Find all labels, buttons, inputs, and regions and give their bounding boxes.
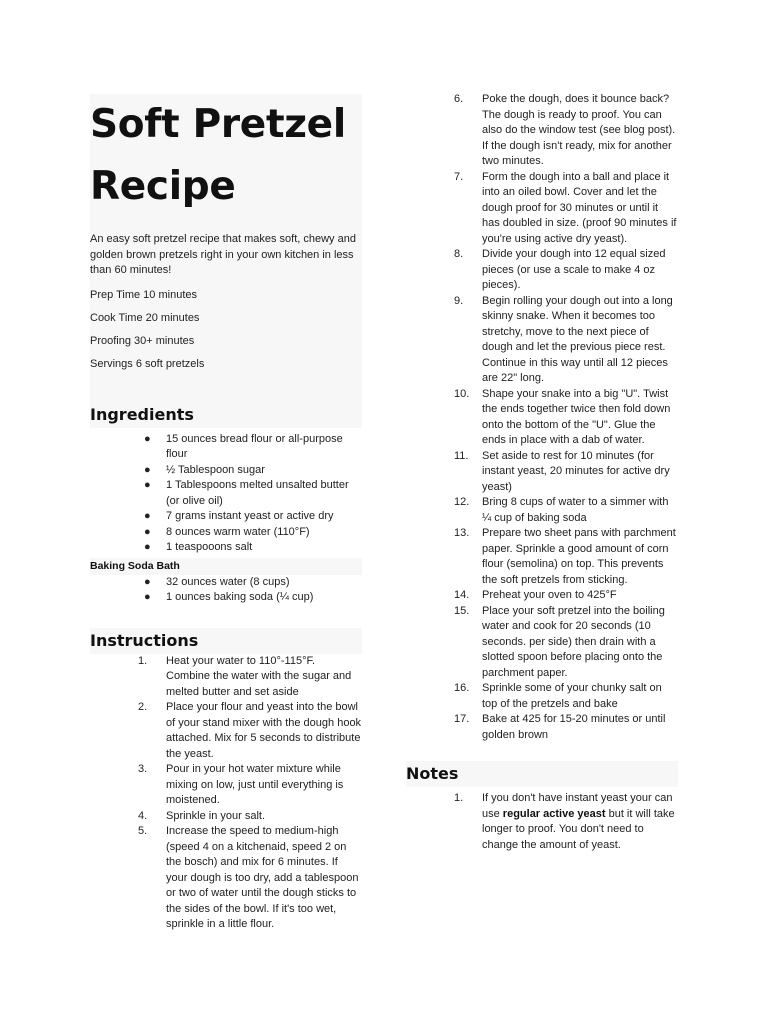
instruction-step: 9. Begin rolling your dough out into a long skinny snake. When it becomes too stretchy, move to the next piece of dough and let the previous piece rest. Continue in this way until all 12 pieces are 22" long. (454, 294, 673, 384)
instruction-step: 7. Form the dough into a ball and place it into an oiled bowl. Cover and let the dough proof for 30 minutes or until it has doubled in size. (proof 90 minutes if you're using active dry yeast). (454, 170, 677, 245)
instruction-step: 8. Divide your dough into 12 equal sized pieces (or use a scale to make 4 oz pieces). (454, 248, 666, 291)
instruction-step: 13. Prepare two sheet pans with parchment paper. Sprinkle a good amount of corn flour (semolina) on top. This prevents the soft pretzels from sticking. (454, 527, 676, 586)
list-item: ● 1 Tablespoons melted unsalted butter (or olive oil) (144, 479, 349, 507)
instruction-step: 11. Set aside to rest for 10 minutes (for instant yeast, 20 minutes for active dry yeast) (454, 449, 670, 493)
title-block (90, 94, 362, 218)
prep-time: Prep Time 10 minutes (90, 288, 197, 301)
notes-heading: Notes (406, 761, 678, 787)
bullet-icon: ● (144, 432, 151, 445)
ingredients-heading: Ingredients (90, 402, 362, 428)
bath-list (90, 575, 362, 606)
bullet-icon: ● (144, 510, 151, 522)
intro-block (90, 218, 362, 402)
instructions-list-part2 (406, 92, 678, 743)
cook-time: Cook Time 20 minutes (90, 311, 200, 324)
list-item: ● ½ Tablespoon sugar (90, 463, 362, 479)
ingredients-list (90, 432, 362, 556)
proofing-time: Proofing 30+ minutes (90, 334, 195, 347)
bullet-icon: ● (144, 463, 151, 476)
list-item: ● 8 ounces warm water (110°F) (90, 525, 362, 541)
notes-list (406, 791, 678, 853)
instruction-step: 14. Preheat your oven to 425°F (454, 589, 617, 601)
bullet-icon: ● (144, 479, 151, 491)
note-emphasis: regular active yeast (502, 807, 606, 820)
instruction-step: 1. Heat your water to 110°-115°F. Combine the water with the sugar and melted butter and set aside (138, 654, 352, 698)
instruction-step: 6. Poke the dough, does it bounce back? The dough is ready to proof. You can also do the window test (see blog post). If the dough isn't ready, mix for another two minutes. (454, 93, 676, 167)
instructions-list-part1 (90, 654, 362, 933)
list-item: ● 7 grams instant yeast or active dry (90, 509, 362, 525)
baking-soda-bath-heading: Baking Soda Bath (90, 558, 362, 575)
list-item: ● 32 ounces water (8 cups) (90, 575, 362, 591)
bullet-icon: ● (144, 591, 151, 603)
intro-text: An easy soft pretzel recipe that makes soft, chewy and golden brown pretzels right in your own kitchen in less than 60 minutes! (90, 233, 356, 276)
page-title: Soft Pretzel Recipe (90, 102, 346, 209)
instruction-step: 2. Place your flour and yeast into the bowl of your stand mixer with the dough hook attached. Mix for 5 seconds to distribute the yeast. (138, 701, 362, 760)
instruction-step: 10. Shape your snake into a big "U". Twist the ends together twice then fold down onto the bottom of the "U". Glue the ends in place with a dab of water. (454, 387, 671, 446)
instruction-step: 5. Increase the speed to medium-high (speed 4 on a kitchenaid, speed 2 on the bosch) and mix for 6 minutes. If your dough is too dry, add a tablespoon or two of water until the dough sticks to the sides of the bowl. If it's too wet, sprinkle in a little flour. (138, 825, 359, 930)
bullet-icon: ● (144, 541, 151, 553)
bullet-icon: ● (144, 525, 151, 538)
right-column (406, 92, 678, 853)
servings: Servings 6 soft pretzels (90, 357, 205, 370)
list-item: ● 1 ounces baking soda (¼ cup) (90, 590, 362, 606)
instruction-step: 17. Bake at 425 for 15-20 minutes or until golden brown (454, 713, 666, 741)
instruction-step: 16. Sprinkle some of your chunky salt on top of the pretzels and bake (454, 682, 662, 710)
list-item: ● 15 ounces bread flour or all-purpose flour (144, 432, 343, 460)
instruction-step: 15. Place your soft pretzel into the boiling water and cook for 20 seconds (10 seconds. per side) then drain with a slotted spoon before placing onto the parchment paper. (454, 604, 665, 679)
bullet-icon: ● (144, 575, 151, 588)
note-item: 1. If you don't have instant yeast your can use regular active yeast but it will take longer to proof. You don't need to change the amount of yeast. (454, 792, 675, 851)
left-column (90, 94, 362, 933)
list-item: ● 1 teaspooons salt (90, 540, 362, 556)
instruction-step: 3. Pour in your hot water mixture while mixing on low, just until everything is moistened. (138, 763, 344, 806)
instructions-heading: Instructions (90, 628, 362, 654)
instruction-step: 4. Sprinkle in your salt. (138, 809, 266, 822)
instruction-step: 12. Bring 8 cups of water to a simmer with ¼ cup of baking soda (454, 496, 669, 524)
